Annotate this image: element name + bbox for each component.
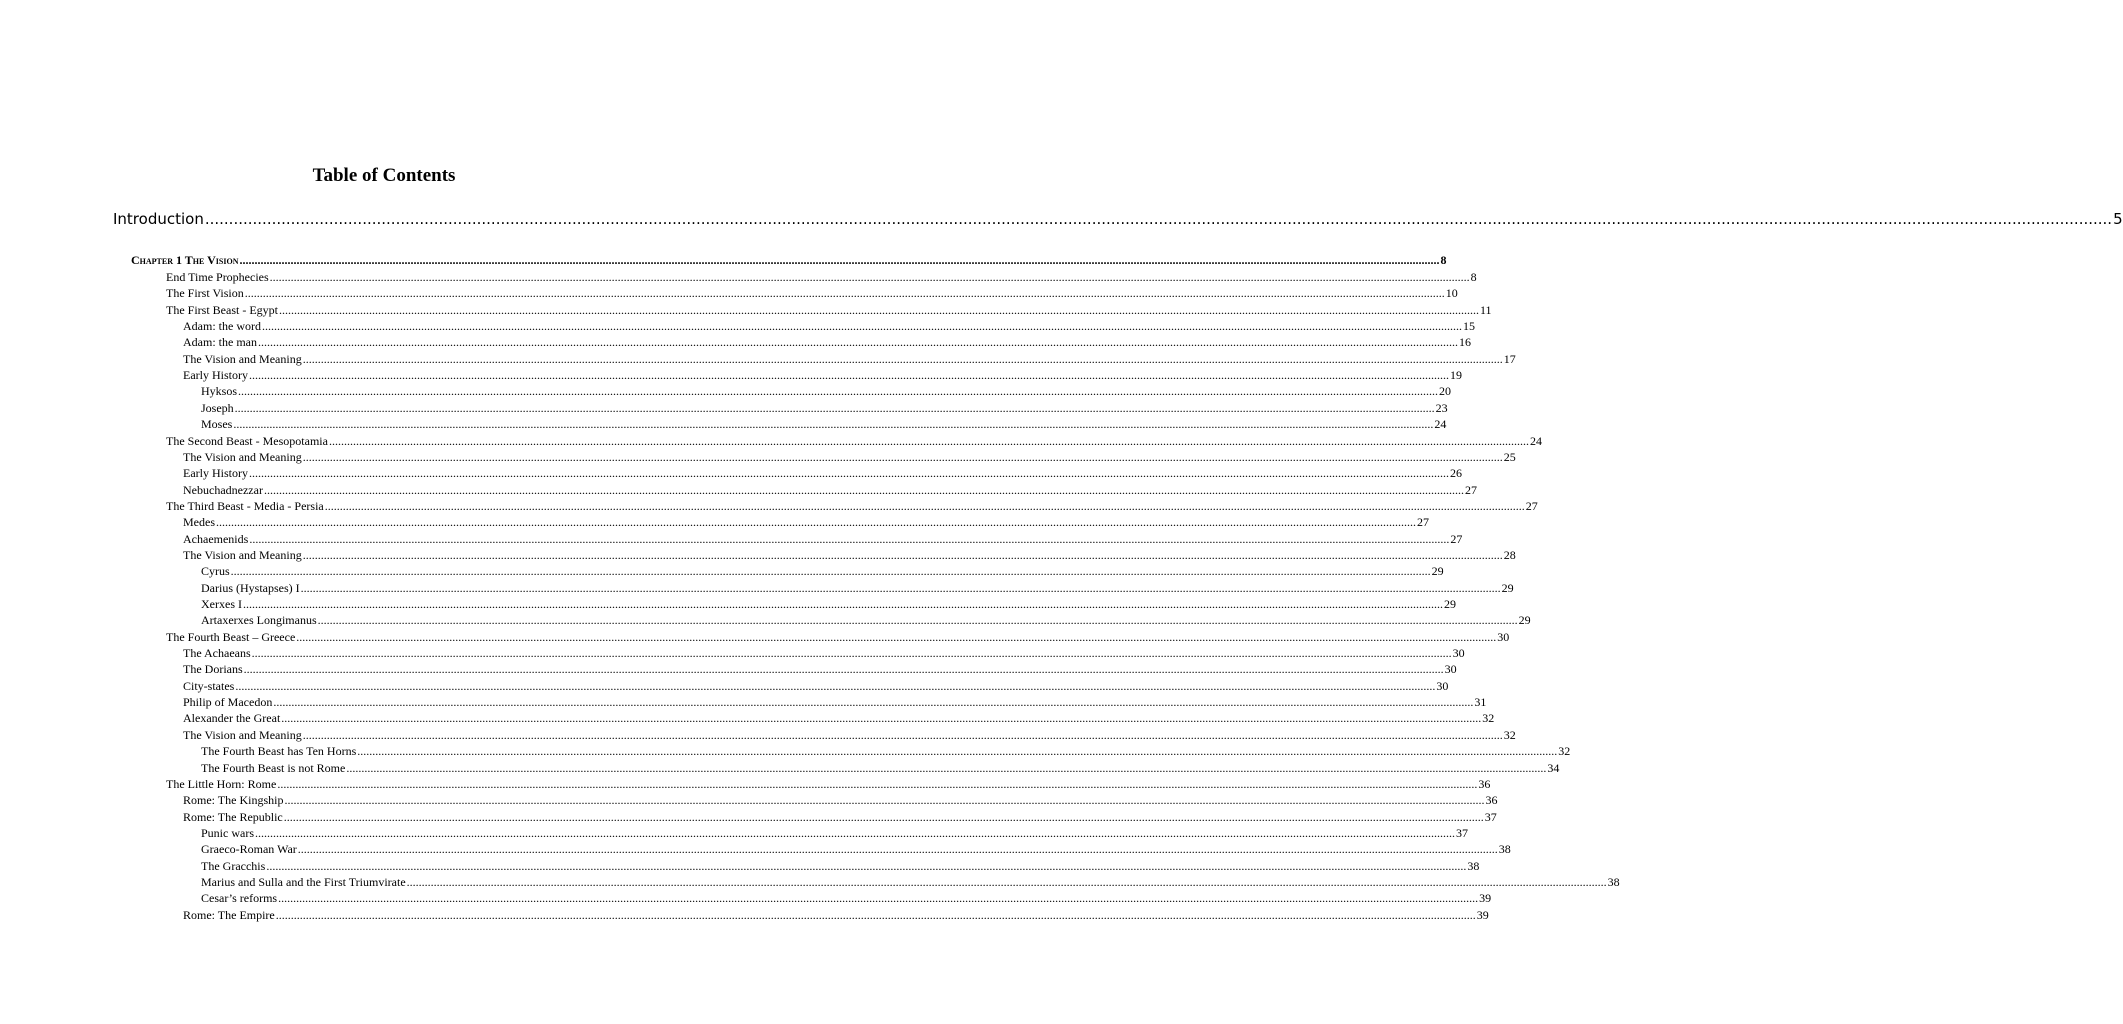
dot-leader: ................................................................................................................................................................................................................................................................................................................................................................................................................ (249, 466, 1449, 481)
toc-entry[interactable] (183, 907, 1489, 924)
toc-entry-page: 8 (1440, 253, 1447, 267)
toc-entry-label: Introduction (113, 210, 204, 228)
toc-entry[interactable] (183, 466, 1462, 482)
toc-entry-page: 30 (1436, 678, 1449, 693)
toc-entry[interactable] (201, 564, 1444, 580)
dot-leader: ................................................................................................................................................................................................................................................................................................................................................................................................................ (249, 368, 1449, 383)
toc-entry[interactable] (183, 809, 1497, 826)
toc-entry[interactable] (183, 515, 1429, 531)
toc-entry-label: Moses (201, 417, 233, 432)
toc-entry[interactable] (183, 727, 1516, 744)
toc-entry[interactable] (166, 270, 1477, 286)
toc-entry-label: The Vision and Meaning (183, 727, 302, 742)
toc-entry-page: 29 (1518, 613, 1531, 628)
dot-leader: ................................................................................................................................................................................................................................................................................................................................................................................................................ (302, 449, 1503, 464)
toc-entry[interactable] (201, 744, 1571, 760)
toc-entry-label: The Fourth Beast – Greece (166, 629, 296, 644)
page-title: Table of Contents (312, 165, 456, 186)
toc-entry[interactable] (201, 825, 1468, 842)
toc-entry-page: 39 (1476, 907, 1489, 922)
dot-leader: ................................................................................................................................................................................................................................................................................................................................................................................................................ (243, 662, 1444, 677)
dot-leader: ................................................................................................................................................................................................................................................................................................................................................................................................................ (273, 695, 1474, 710)
toc-entry[interactable] (201, 760, 1560, 777)
toc-entry[interactable] (183, 319, 1475, 335)
toc-entry-chapter[interactable] (131, 253, 1447, 269)
toc-entry-label: Joseph (201, 400, 234, 415)
toc-entry-label: The Third Beast - Media - Persia (166, 498, 324, 513)
toc-entry[interactable] (166, 629, 1510, 646)
toc-entry-page: 27 (1464, 482, 1477, 497)
toc-entry[interactable] (201, 580, 1514, 597)
toc-entry-page: 38 (1607, 874, 1620, 889)
dot-leader: ................................................................................................................................................................................................................................................................................................................................................................................................................ (277, 776, 1478, 791)
toc-entry[interactable] (183, 351, 1516, 368)
toc-entry-label: City-states (183, 678, 235, 693)
toc-entry-label: Rome: The Empire (183, 907, 275, 922)
toc-entry-label: End Time Prophecies (166, 270, 269, 284)
toc-entry-label: Punic wars (201, 825, 254, 840)
toc-entry-label: Artaxerxes Longimanus (201, 613, 317, 628)
toc-entry-label: Cyrus (201, 564, 230, 579)
toc-entry[interactable] (183, 662, 1457, 678)
toc-entry-label: The Vision and Meaning (183, 449, 302, 464)
toc-entry-page: 27 (1417, 515, 1429, 530)
toc-entry-label: Darius (Hystapses) I (201, 580, 300, 595)
toc-entry-label: Alexander the Great (183, 711, 281, 726)
dot-leader: ................................................................................................................................................................................................................................................................................................................................................................................................................ (357, 744, 1558, 759)
dot-leader: ................................................................................................................................................................................................................................................................................................................................................................................................................ (235, 678, 1436, 693)
dot-leader: ................................................................................................................................................................................................................................................................................................................................................................................................................ (300, 580, 1501, 595)
toc-entry-page: 24 (1529, 433, 1542, 448)
dot-leader: ................................................................................................................................................................................................................................................................................................................................................................................................................ (257, 335, 1458, 350)
dot-leader: ................................................................................................................................................................................................................................................................................................................................................................................................................ (242, 597, 1443, 611)
toc-entry-page: 30 (1444, 662, 1457, 677)
toc-entry-label: Rome: The Republic (183, 809, 283, 824)
toc-entry-label: Marius and Sulla and the First Triumvirate (201, 874, 406, 889)
dot-leader: ................................................................................................................................................................................................................................................................................................................................................................................................................ (263, 482, 1464, 497)
toc-entry[interactable] (166, 776, 1491, 793)
toc-entry-page: 25 (1503, 449, 1516, 464)
toc-entry[interactable] (201, 858, 1480, 875)
toc-entry-label: The First Beast - Egypt (166, 302, 278, 317)
toc-entry-page: 29 (1501, 580, 1514, 595)
toc-entry[interactable] (183, 547, 1516, 564)
toc-entry-page: 11 (1479, 302, 1492, 317)
toc-entry[interactable] (166, 433, 1542, 450)
toc-entry-page: 37 (1484, 809, 1497, 824)
dot-leader: ................................................................................................................................................................................................................................................................................................................................................................................................................ (216, 515, 1416, 530)
dot-leader: ................................................................................................................................................................................................................................................................................................................................................................................................................ (275, 907, 1476, 922)
toc-entry-label: Early History (183, 368, 248, 383)
toc-entry-page: 28 (1503, 547, 1516, 562)
toc-entry-label: The Little Horn: Rome (166, 776, 277, 791)
toc-entry-label: The First Vision (166, 286, 244, 301)
toc-entry-page: 36 (1485, 793, 1498, 808)
toc-entry[interactable] (166, 498, 1538, 515)
dot-leader: ................................................................................................................................................................................................................................................................................................................................................................................................................ (251, 646, 1452, 661)
toc-entry-page: 30 (1452, 646, 1465, 661)
toc-entry-page: 17 (1503, 351, 1516, 366)
dot-leader: ................................................................................................................................................................................................................................................................................................................................................................................................................ (233, 417, 1434, 432)
dot-leader: ................................................................................................................................................................................................................................................................................................................................................................................................................ (296, 629, 1497, 644)
toc-entry[interactable] (201, 613, 1531, 629)
toc-entry-label: Rome: The Kingship (183, 793, 284, 808)
toc-entry[interactable] (183, 695, 1487, 711)
dot-leader: ................................................................................................................................................................................................................................................................................................................................................................................................................ (284, 793, 1485, 808)
dot-leader: ................................................................................................................................................................................................................................................................................................................................................................................................................ (244, 286, 1445, 301)
toc-entry-page: 26 (1450, 466, 1462, 481)
dot-leader: ................................................................................................................................................................................................................................................................................................................................................................................................................ (230, 564, 1431, 579)
toc-entry-page: 36 (1478, 776, 1491, 791)
dot-leader: ................................................................................................................................................................................................................................................................................................................................................................................................................ (204, 210, 2113, 228)
dot-leader: ................................................................................................................................................................................................................................................................................................................................................................................................................ (406, 874, 1607, 889)
toc-entry-introduction[interactable] (113, 210, 2123, 230)
toc-entry[interactable] (201, 597, 1456, 613)
dot-leader: ................................................................................................................................................................................................................................................................................................................................................................................................................ (278, 302, 1479, 317)
toc-entry-label: The Gracchis (201, 858, 266, 873)
toc-entry-label: The Fourth Beast has Ten Horns (201, 744, 357, 759)
dot-leader: ................................................................................................................................................................................................................................................................................................................................................................................................................ (249, 531, 1450, 546)
toc-entry-page: 5 (2113, 210, 2123, 228)
toc-entry-page: 34 (1547, 760, 1560, 775)
toc-entry-page: 38 (1498, 842, 1511, 857)
toc-entry-label: Medes (183, 515, 215, 530)
dot-leader: ................................................................................................................................................................................................................................................................................................................................................................................................................ (238, 384, 1439, 399)
dot-leader: ................................................................................................................................................................................................................................................................................................................................................................................................................ (278, 891, 1479, 906)
toc-entry[interactable] (201, 891, 1492, 907)
toc-entry-page: 37 (1456, 825, 1468, 840)
toc-entry[interactable] (201, 874, 1620, 891)
toc-entry-page: 27 (1450, 531, 1463, 546)
toc-entry-page: 29 (1431, 564, 1444, 579)
toc-entry[interactable] (183, 482, 1477, 499)
toc-entry[interactable] (183, 646, 1465, 662)
toc-entry-page: 32 (1482, 711, 1495, 726)
dot-leader: ................................................................................................................................................................................................................................................................................................................................................................................................................ (302, 351, 1503, 366)
dot-leader: ................................................................................................................................................................................................................................................................................................................................................................................................................ (266, 858, 1467, 873)
toc-entry-label: The Vision and Meaning (183, 547, 302, 562)
toc-entry-page: 19 (1450, 368, 1462, 383)
toc-entry[interactable] (183, 793, 1498, 809)
toc-entry-page: 15 (1462, 319, 1475, 334)
toc-entry-label: Early History (183, 466, 248, 481)
toc-entry-label: Achaemenids (183, 531, 249, 546)
toc-entry-page: 31 (1474, 695, 1487, 710)
toc-entry[interactable] (201, 384, 1452, 400)
dot-leader: ................................................................................................................................................................................................................................................................................................................................................................................................................ (328, 433, 1529, 448)
toc-entry[interactable] (183, 368, 1462, 384)
toc-entry-page: 16 (1458, 335, 1471, 350)
dot-leader: ................................................................................................................................................................................................................................................................................................................................................................................................................ (317, 613, 1518, 628)
toc-entry[interactable] (183, 711, 1495, 727)
toc-entry[interactable] (183, 449, 1516, 466)
toc-entry-label: Nebuchadnezzar (183, 482, 263, 497)
toc-entry-label: Xerxes I (201, 597, 242, 611)
toc-entry-label: The Fourth Beast is not Rome (201, 760, 346, 775)
toc-entry[interactable] (166, 302, 1492, 319)
toc-entry-page: 32 (1503, 727, 1516, 742)
toc-entry-label: The Vision and Meaning (183, 351, 302, 366)
toc-entry-page: 32 (1558, 744, 1571, 759)
toc-entry-page: 24 (1434, 417, 1447, 432)
toc-entry-label: Adam: the man (183, 335, 257, 350)
toc-entry-page: 23 (1435, 400, 1448, 415)
dot-leader: ................................................................................................................................................................................................................................................................................................................................................................................................................ (255, 825, 1455, 840)
dot-leader: ................................................................................................................................................................................................................................................................................................................................................................................................................ (281, 711, 1482, 726)
toc-entry-page: 30 (1497, 629, 1510, 644)
toc-entry[interactable] (183, 678, 1449, 695)
toc-entry-label: The Second Beast - Mesopotamia (166, 433, 328, 448)
dot-leader: ................................................................................................................................................................................................................................................................................................................................................................................................................ (297, 842, 1498, 857)
dot-leader: ................................................................................................................................................................................................................................................................................................................................................................................................................ (269, 270, 1470, 284)
toc-entry-page: 29 (1443, 597, 1456, 611)
toc-entry-label: Graeco-Roman War (201, 842, 297, 857)
toc-entry-label: The Achaeans (183, 646, 251, 661)
toc-entry-page: 27 (1525, 498, 1538, 513)
dot-leader: ................................................................................................................................................................................................................................................................................................................................................................................................................ (302, 547, 1503, 562)
toc-entry-page: 38 (1467, 858, 1480, 873)
toc-entry-label: Philip of Macedon (183, 695, 273, 710)
dot-leader: ................................................................................................................................................................................................................................................................................................................................................................................................................ (261, 319, 1462, 334)
toc-entry-page: 10 (1445, 286, 1458, 301)
dot-leader: ................................................................................................................................................................................................................................................................................................................................................................................................................ (324, 498, 1525, 513)
dot-leader: ................................................................................................................................................................................................................................................................................................................................................................................................................ (234, 400, 1435, 415)
toc-entry[interactable] (183, 335, 1471, 351)
toc-entry-label: Chapter 1 The Vision (131, 253, 239, 267)
toc-entry-page: 8 (1470, 270, 1477, 284)
toc-entry[interactable] (183, 531, 1463, 548)
toc-entry[interactable] (166, 286, 1458, 302)
toc-entry[interactable] (201, 417, 1447, 433)
toc-entry-label: Cesar’s reforms (201, 891, 278, 906)
dot-leader: ................................................................................................................................................................................................................................................................................................................................................................................................................ (239, 253, 1440, 267)
toc-entry-label: The Dorians (183, 662, 243, 677)
toc-entry[interactable] (201, 842, 1511, 858)
toc-entry[interactable] (201, 400, 1448, 417)
toc-entry-label: Adam: the word (183, 319, 261, 334)
toc-entry-label: Hyksos (201, 384, 238, 399)
dot-leader: ................................................................................................................................................................................................................................................................................................................................................................................................................ (346, 760, 1547, 775)
toc-entry-page: 39 (1479, 891, 1492, 906)
dot-leader: ................................................................................................................................................................................................................................................................................................................................................................................................................ (283, 809, 1484, 824)
toc-entry-page: 20 (1439, 384, 1452, 399)
dot-leader: ................................................................................................................................................................................................................................................................................................................................................................................................................ (302, 727, 1503, 742)
